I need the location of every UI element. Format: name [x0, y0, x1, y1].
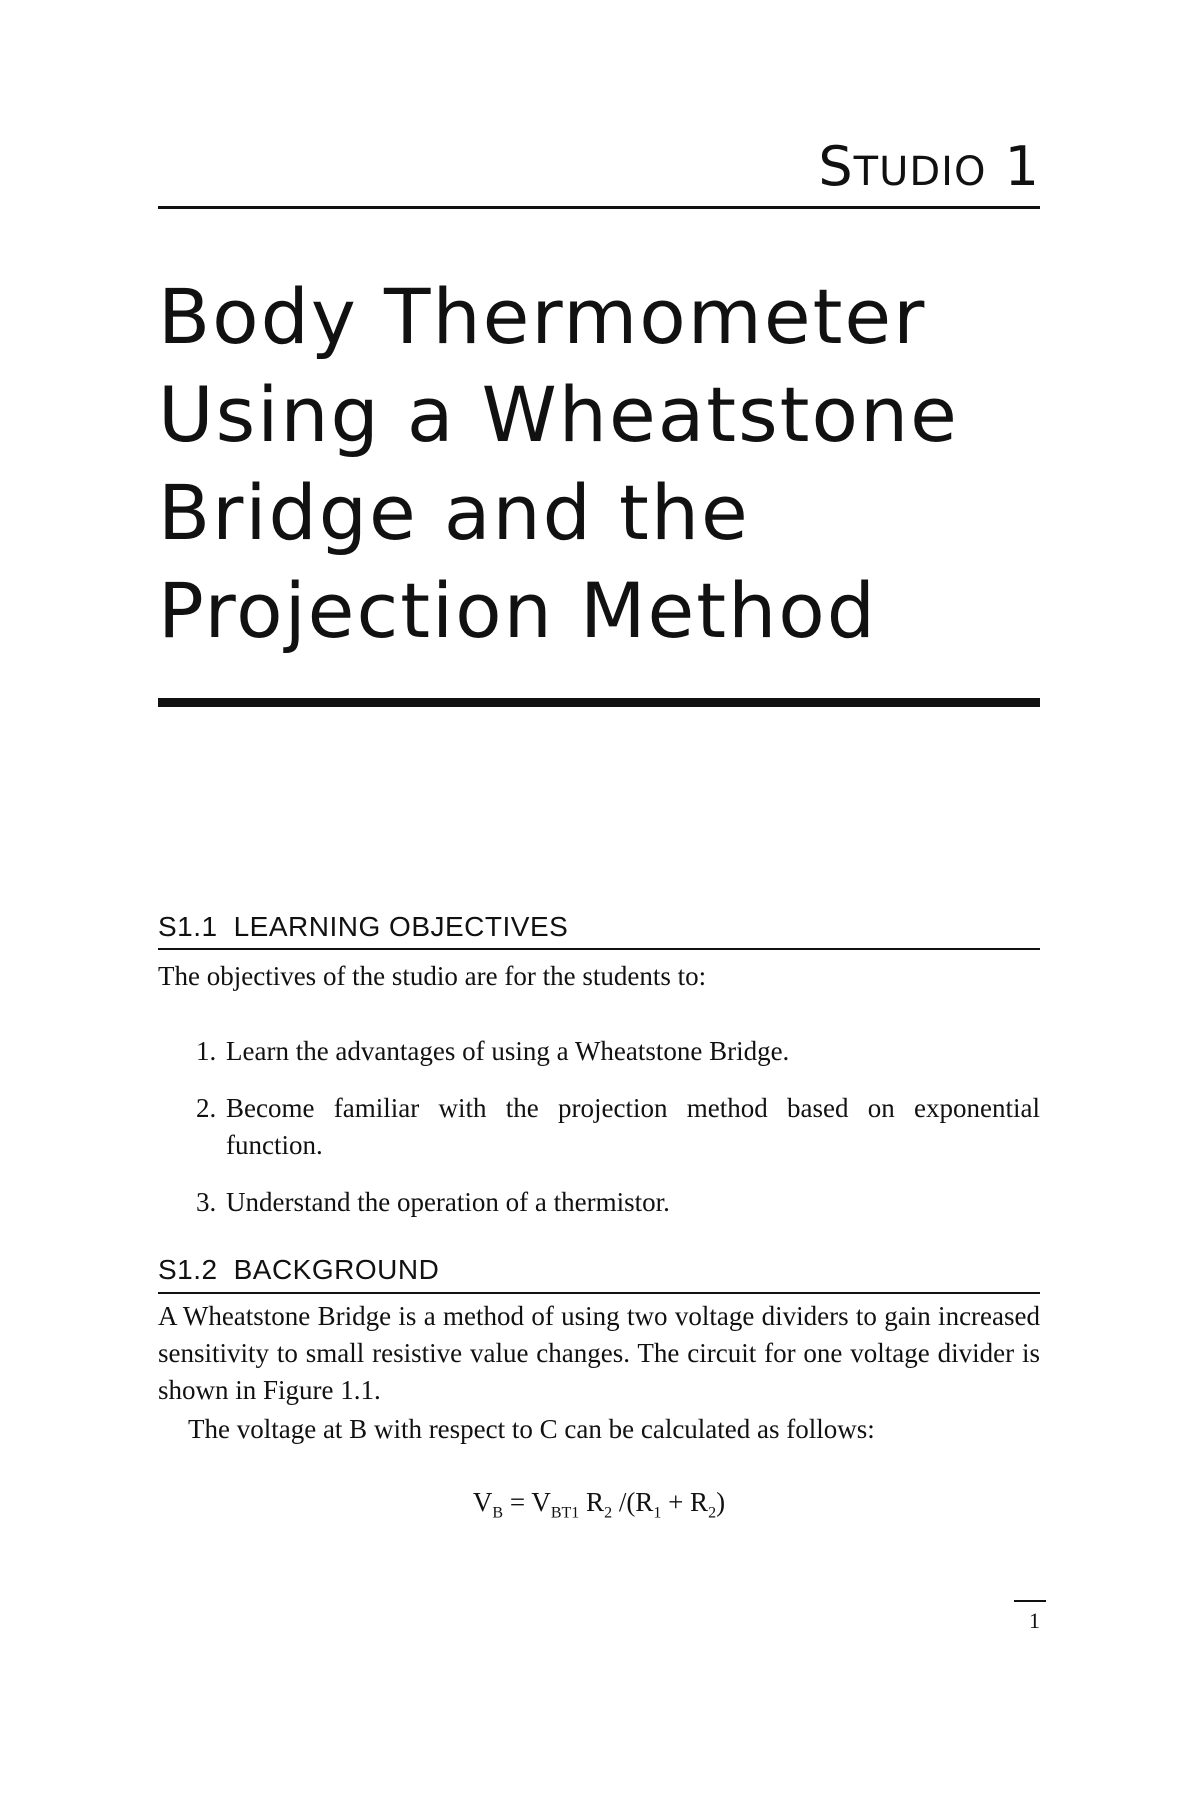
section-title: BACKGROUND: [233, 1254, 440, 1285]
eq-symbol: ): [716, 1487, 726, 1517]
chapter-label-first: S: [818, 135, 854, 198]
background-paragraph: The voltage at B with respect to C can be calculated as follows:: [188, 1414, 875, 1444]
eq-subscript: B: [492, 1504, 504, 1522]
title-line: Projection Method: [158, 566, 878, 655]
page-number: 1: [1029, 1608, 1040, 1633]
eq-symbol: =: [503, 1487, 532, 1517]
list-marker: 1.: [196, 1036, 217, 1066]
section-rule: [158, 948, 1040, 950]
title-line: Body Thermometer: [158, 272, 927, 361]
list-item-text: Learn the advantages of using a Wheatstone Bridge.: [226, 1036, 790, 1066]
objectives-intro: The objectives of the studio are for the students to:: [158, 961, 707, 991]
eq-subscript: 2: [604, 1504, 613, 1522]
background-paragraph: A Wheatstone Bridge is a method of using two voltage dividers to gain increased sensitivity to small resistive value changes. The circuit for one voltage divider is shown in Figure 1.1.: [158, 1301, 1040, 1405]
title-line: Bridge and the: [158, 468, 750, 557]
section-heading-learning-objectives: [158, 913, 1040, 941]
list-item: [196, 1033, 1040, 1070]
section-heading-background: [158, 1256, 1040, 1284]
section-title: LEARNING OBJECTIVES: [233, 911, 569, 942]
chapter-label: [818, 135, 1040, 198]
eq-symbol: R: [579, 1487, 605, 1517]
section-rule: [158, 1292, 1040, 1294]
title-rule: [158, 698, 1040, 707]
page-number-rule: [1014, 1600, 1046, 1602]
title-line: Using a Wheatstone: [158, 370, 959, 459]
eq-symbol: V: [472, 1487, 493, 1517]
section-number: S1.2: [158, 1254, 218, 1285]
list-item-text: Become familiar with the projection method based on exponential function.: [226, 1093, 1040, 1160]
list-marker: 2.: [196, 1093, 217, 1123]
chapter-title: [158, 268, 1040, 660]
eq-symbol: V: [531, 1487, 551, 1517]
list-item: [196, 1090, 1040, 1164]
section-number: S1.1: [158, 911, 218, 942]
chapter-label-rest: TUDIO: [853, 149, 987, 195]
eq-subscript: 1: [653, 1504, 662, 1522]
list-marker: 3.: [196, 1187, 217, 1217]
list-item-text: Understand the operation of a thermistor.: [226, 1187, 670, 1217]
chapter-number: 1: [1004, 135, 1040, 198]
eq-symbol: /(R: [612, 1487, 654, 1517]
equation-voltage-divider: [158, 1487, 1040, 1522]
eq-symbol: + R: [661, 1487, 709, 1517]
eq-subscript: BT1: [550, 1504, 580, 1522]
eq-subscript: 2: [708, 1504, 717, 1522]
chapter-rule: [158, 206, 1040, 209]
list-item: [196, 1184, 1040, 1221]
